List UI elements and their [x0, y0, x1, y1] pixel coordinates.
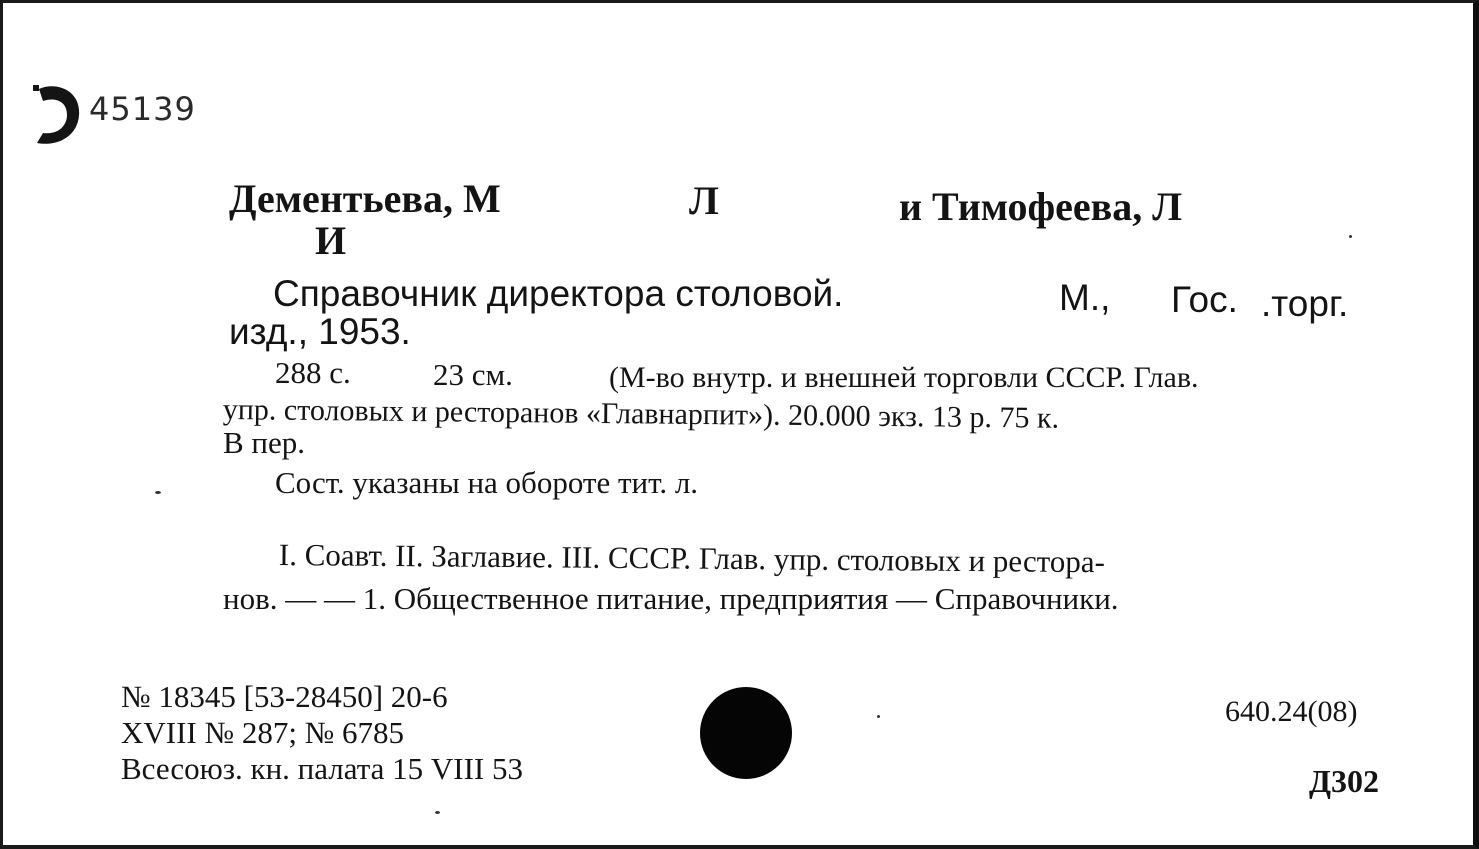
library-seal-mark [29, 81, 85, 151]
publication-place: М., [1059, 277, 1111, 318]
tracings-line-1: I. Соавт. II. Заглавие. III. СССР. Глав. упр. столовых и рестора- [278, 537, 1106, 580]
size: 23 см. [433, 357, 513, 392]
author-mark: Д302 [1309, 763, 1380, 799]
author-initial-l: Л [689, 178, 719, 223]
book-title: Справочник директора столовой. [273, 273, 844, 314]
coauthor-heading: и Тимофеева, Л [899, 184, 1183, 229]
publisher-part-1: Гос. [1171, 279, 1238, 320]
dust-speck [1349, 235, 1352, 238]
publisher-part-2: .торг. [1261, 283, 1349, 324]
inventory-number: 45139 [89, 90, 196, 128]
author-heading: Дементьева, М [229, 176, 501, 221]
series-note-line-3: В пер. [223, 425, 306, 460]
series-note-line-2: упр. столовых и ресторанов «Главнарпит»). 20.000 экз. 13 р. 75 к. [222, 393, 1060, 435]
classification-index: 640.24(08) [1225, 695, 1358, 728]
dust-speck [155, 491, 161, 494]
publisher-year-line: изд., 1953. [229, 311, 411, 352]
compiler-note: Сост. указаны на обороте тит. л. [275, 465, 699, 500]
series-note-line-1: (М-во внутр. и внешней торговли СССР. Глав. [609, 361, 1199, 394]
dust-speck [877, 715, 880, 718]
dust-speck [435, 811, 440, 814]
author-initial-i: И [315, 218, 347, 263]
tracings-line-2: нов. — — 1. Общественное питание, предприятия — Справочники. [223, 581, 1119, 616]
pagination: 288 с. [275, 355, 351, 390]
chamber-number-line: № 18345 [53-28450] 20-6 [121, 679, 448, 714]
chamber-serial-line: XVIII № 287; № 6785 [121, 715, 405, 750]
punch-hole [700, 687, 792, 779]
chamber-date-line: Всесоюз. кн. палата 15 VIII 53 [121, 751, 524, 786]
